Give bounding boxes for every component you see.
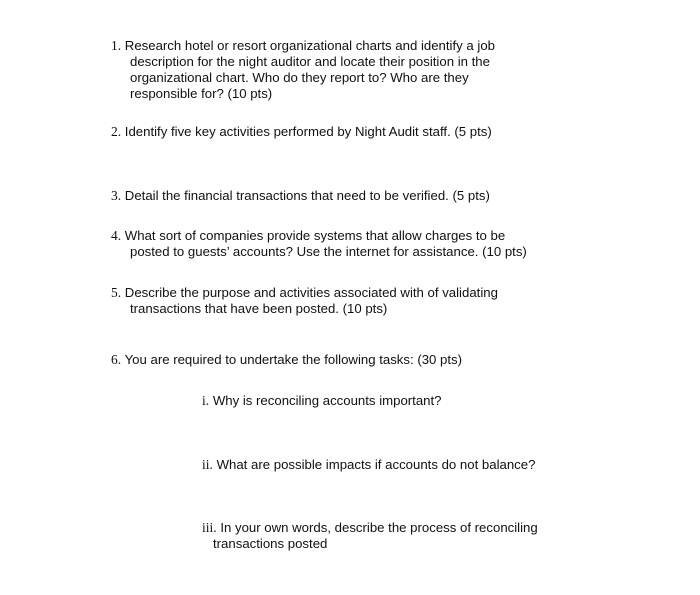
question-text: posted to guests’ accounts? Use the internet for assistance. (10 pts) [130, 244, 527, 259]
question-number: 3. [111, 188, 122, 203]
question-3-first-line [111, 188, 581, 204]
question-text: Detail the financial transactions that need to be verified. (5 pts) [124, 188, 490, 203]
subtask-number: iii. [202, 520, 217, 535]
subtask-i [202, 393, 602, 409]
subtask-text: transactions posted [213, 536, 328, 551]
question-5-first-line [111, 285, 581, 301]
question-text: responsible for? (10 pts) [130, 86, 273, 101]
subtask-text: In your own words, describe the process of reconciling [220, 520, 538, 535]
subtask-text: What are possible impacts if accounts do not balance? [216, 457, 536, 472]
question-text: What sort of companies provide systems that allow charges to be [124, 228, 506, 243]
question-number: 1. [111, 38, 122, 53]
question-2 [111, 124, 581, 140]
question-6-first-line [111, 352, 581, 368]
subtask-ii [202, 457, 602, 473]
subtask-text: Why is reconciling accounts important? [212, 393, 442, 408]
question-1 [111, 38, 581, 102]
question-text: description for the night auditor and locate their position in the [130, 54, 490, 69]
subtask-number: ii. [202, 457, 213, 472]
question-number: 5. [111, 285, 122, 300]
question-number: 6. [111, 352, 122, 367]
question-4-first-line [111, 228, 581, 244]
subtask-number: i. [202, 393, 210, 408]
subtask-i-first-line [202, 393, 602, 409]
question-text: Describe the purpose and activities associated with of validating [124, 285, 498, 300]
question-number: 4. [111, 228, 122, 243]
question-2-first-line [111, 124, 581, 140]
question-text: Identify five key activities performed by Night Audit staff. (5 pts) [124, 124, 492, 139]
question-text: transactions that have been posted. (10 pts) [130, 301, 388, 316]
question-4 [111, 228, 581, 260]
question-3 [111, 188, 581, 204]
question-number: 2. [111, 124, 122, 139]
subtask-iii [202, 520, 602, 552]
question-6 [111, 352, 581, 368]
question-1-first-line [111, 38, 581, 54]
subtask-iii-first-line [202, 520, 602, 536]
subtask-ii-first-line [202, 457, 602, 473]
question-text: organizational chart. Who do they report to? Who are they [130, 70, 469, 85]
question-5 [111, 285, 581, 317]
question-text: Research hotel or resort organizational charts and identify a job [124, 38, 495, 53]
question-text: You are required to undertake the following tasks: (30 pts) [124, 352, 463, 367]
